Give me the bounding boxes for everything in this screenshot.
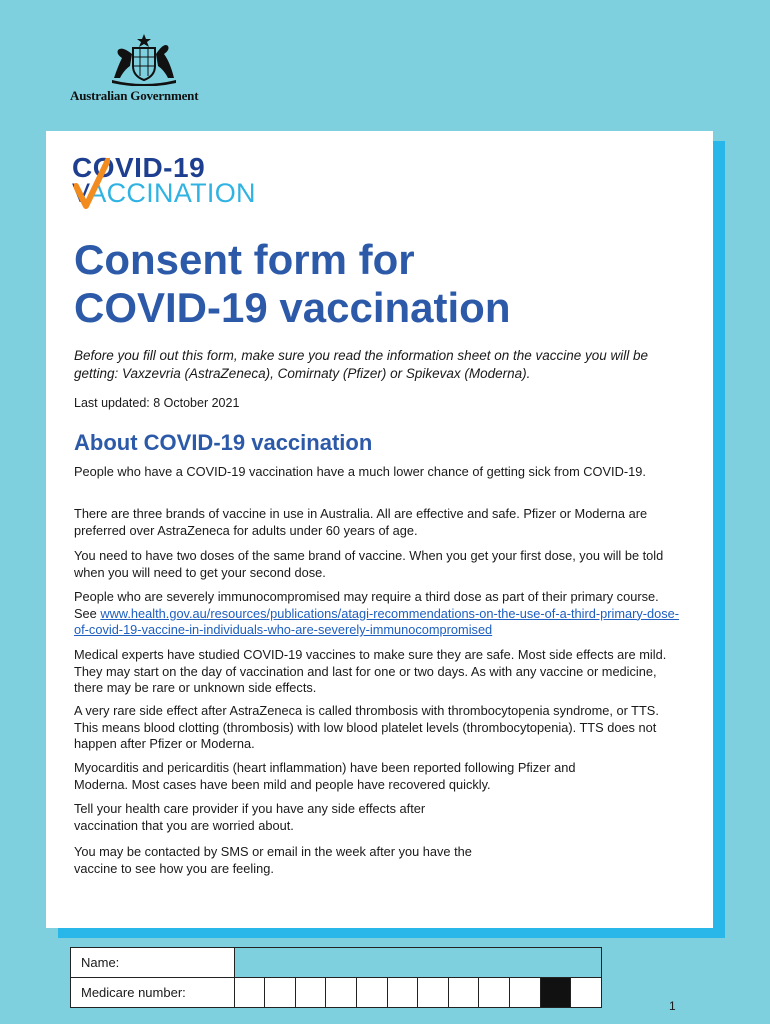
coat-of-arms-icon xyxy=(104,32,184,86)
atagi-link[interactable]: www.health.gov.au/resources/publications/atagi-recommendations-on-the-use-of-a-third-primary-dose-of-covid-19-vaccine-in-individuals-who-are-severely-immunocompromised xyxy=(74,605,680,637)
medicare-digit-box[interactable] xyxy=(387,978,418,1008)
paragraph-lower-chance: People who have a COVID-19 vaccination have a much lower chance of getting sick from COVID-19. xyxy=(74,464,646,479)
paragraph-third-dose: People who are severely immunocompromised may require a third dose as part of their primary course. See www.health.gov.au/resources/publications/atagi-recommendations-on-the-use-of-a-third-primary-dose-of-covid-19-vaccine-in-individuals-who-are-severely-immunocompromised xyxy=(74,589,680,637)
medicare-digit-box[interactable] xyxy=(326,978,357,1008)
medicare-digit-box[interactable] xyxy=(510,978,541,1008)
medicare-row xyxy=(71,978,602,1008)
medicare-irn-box[interactable] xyxy=(571,978,602,1008)
intro-text: Before you fill out this form, make sure you read the information sheet on the vaccine you will be getting: Vaxzevria (AstraZeneca), Comirnaty (Pfizer) or Spikevax (Moderna). xyxy=(74,348,649,381)
medicare-digit-box[interactable] xyxy=(234,978,265,1008)
logo-covid-text: COVID-19 xyxy=(72,152,206,183)
patient-details-table xyxy=(70,947,602,1008)
last-updated: Last updated: 8 October 2021 xyxy=(74,396,240,410)
logo-vaccination-text: VACCINATION xyxy=(72,178,256,208)
covid-vaccination-logo xyxy=(72,152,292,212)
paragraph-tts: A very rare side effect after AstraZeneca is called thrombosis with thrombocytopenia syndrome, or TTS. This means blood clotting (thrombosis) with low blood platelet levels (thrombocytopenia). TTS does not happen after Pfizer or Moderna. xyxy=(74,703,659,751)
medicare-separator-box xyxy=(540,978,571,1008)
name-label: Name: xyxy=(71,948,235,978)
paragraph-brands: There are three brands of vaccine in use in Australia. All are effective and safe. Pfizer or Moderna are preferred over AstraZeneca for adults under 60 years of age. xyxy=(74,506,648,538)
paragraph-myocarditis: Myocarditis and pericarditis (heart inflammation) have been reported following Pfizer and Moderna. Most cases have been mild and people have recovered quickly. xyxy=(74,760,576,792)
checkmark-icon xyxy=(74,158,110,210)
paragraph-two-doses: You need to have two doses of the same brand of vaccine. When you get your first dose, you will be told when you will need to get your second dose. xyxy=(74,548,664,580)
name-row xyxy=(71,948,602,978)
paragraph-contacted: You may be contacted by SMS or email in the week after you have the vaccine to see how you are feeling. xyxy=(74,844,472,876)
medicare-digit-box[interactable] xyxy=(295,978,326,1008)
page-number: 1 xyxy=(669,999,676,1013)
medicare-digit-box[interactable] xyxy=(265,978,296,1008)
medicare-digit-box[interactable] xyxy=(479,978,510,1008)
medicare-label: Medicare number: xyxy=(71,978,235,1008)
section-heading: About COVID-19 vaccination xyxy=(74,430,373,455)
medicare-digit-box[interactable] xyxy=(418,978,449,1008)
medicare-digit-box[interactable] xyxy=(357,978,388,1008)
page-title: Consent form for COVID-19 vaccination xyxy=(74,236,511,331)
name-field[interactable] xyxy=(234,948,601,978)
government-wordmark: Australian Government xyxy=(70,88,199,103)
paragraph-side-effects: Medical experts have studied COVID-19 vaccines to make sure they are safe. Most side effects are mild. They may start on the day of vaccination and last for one or two days. As with any vaccine or medicine, there may be rare or unknown side effects. xyxy=(74,647,667,695)
medicare-digit-box[interactable] xyxy=(448,978,479,1008)
paragraph-tell-provider: Tell your health care provider if you have any side effects after vaccination that you are worried about. xyxy=(74,801,426,833)
